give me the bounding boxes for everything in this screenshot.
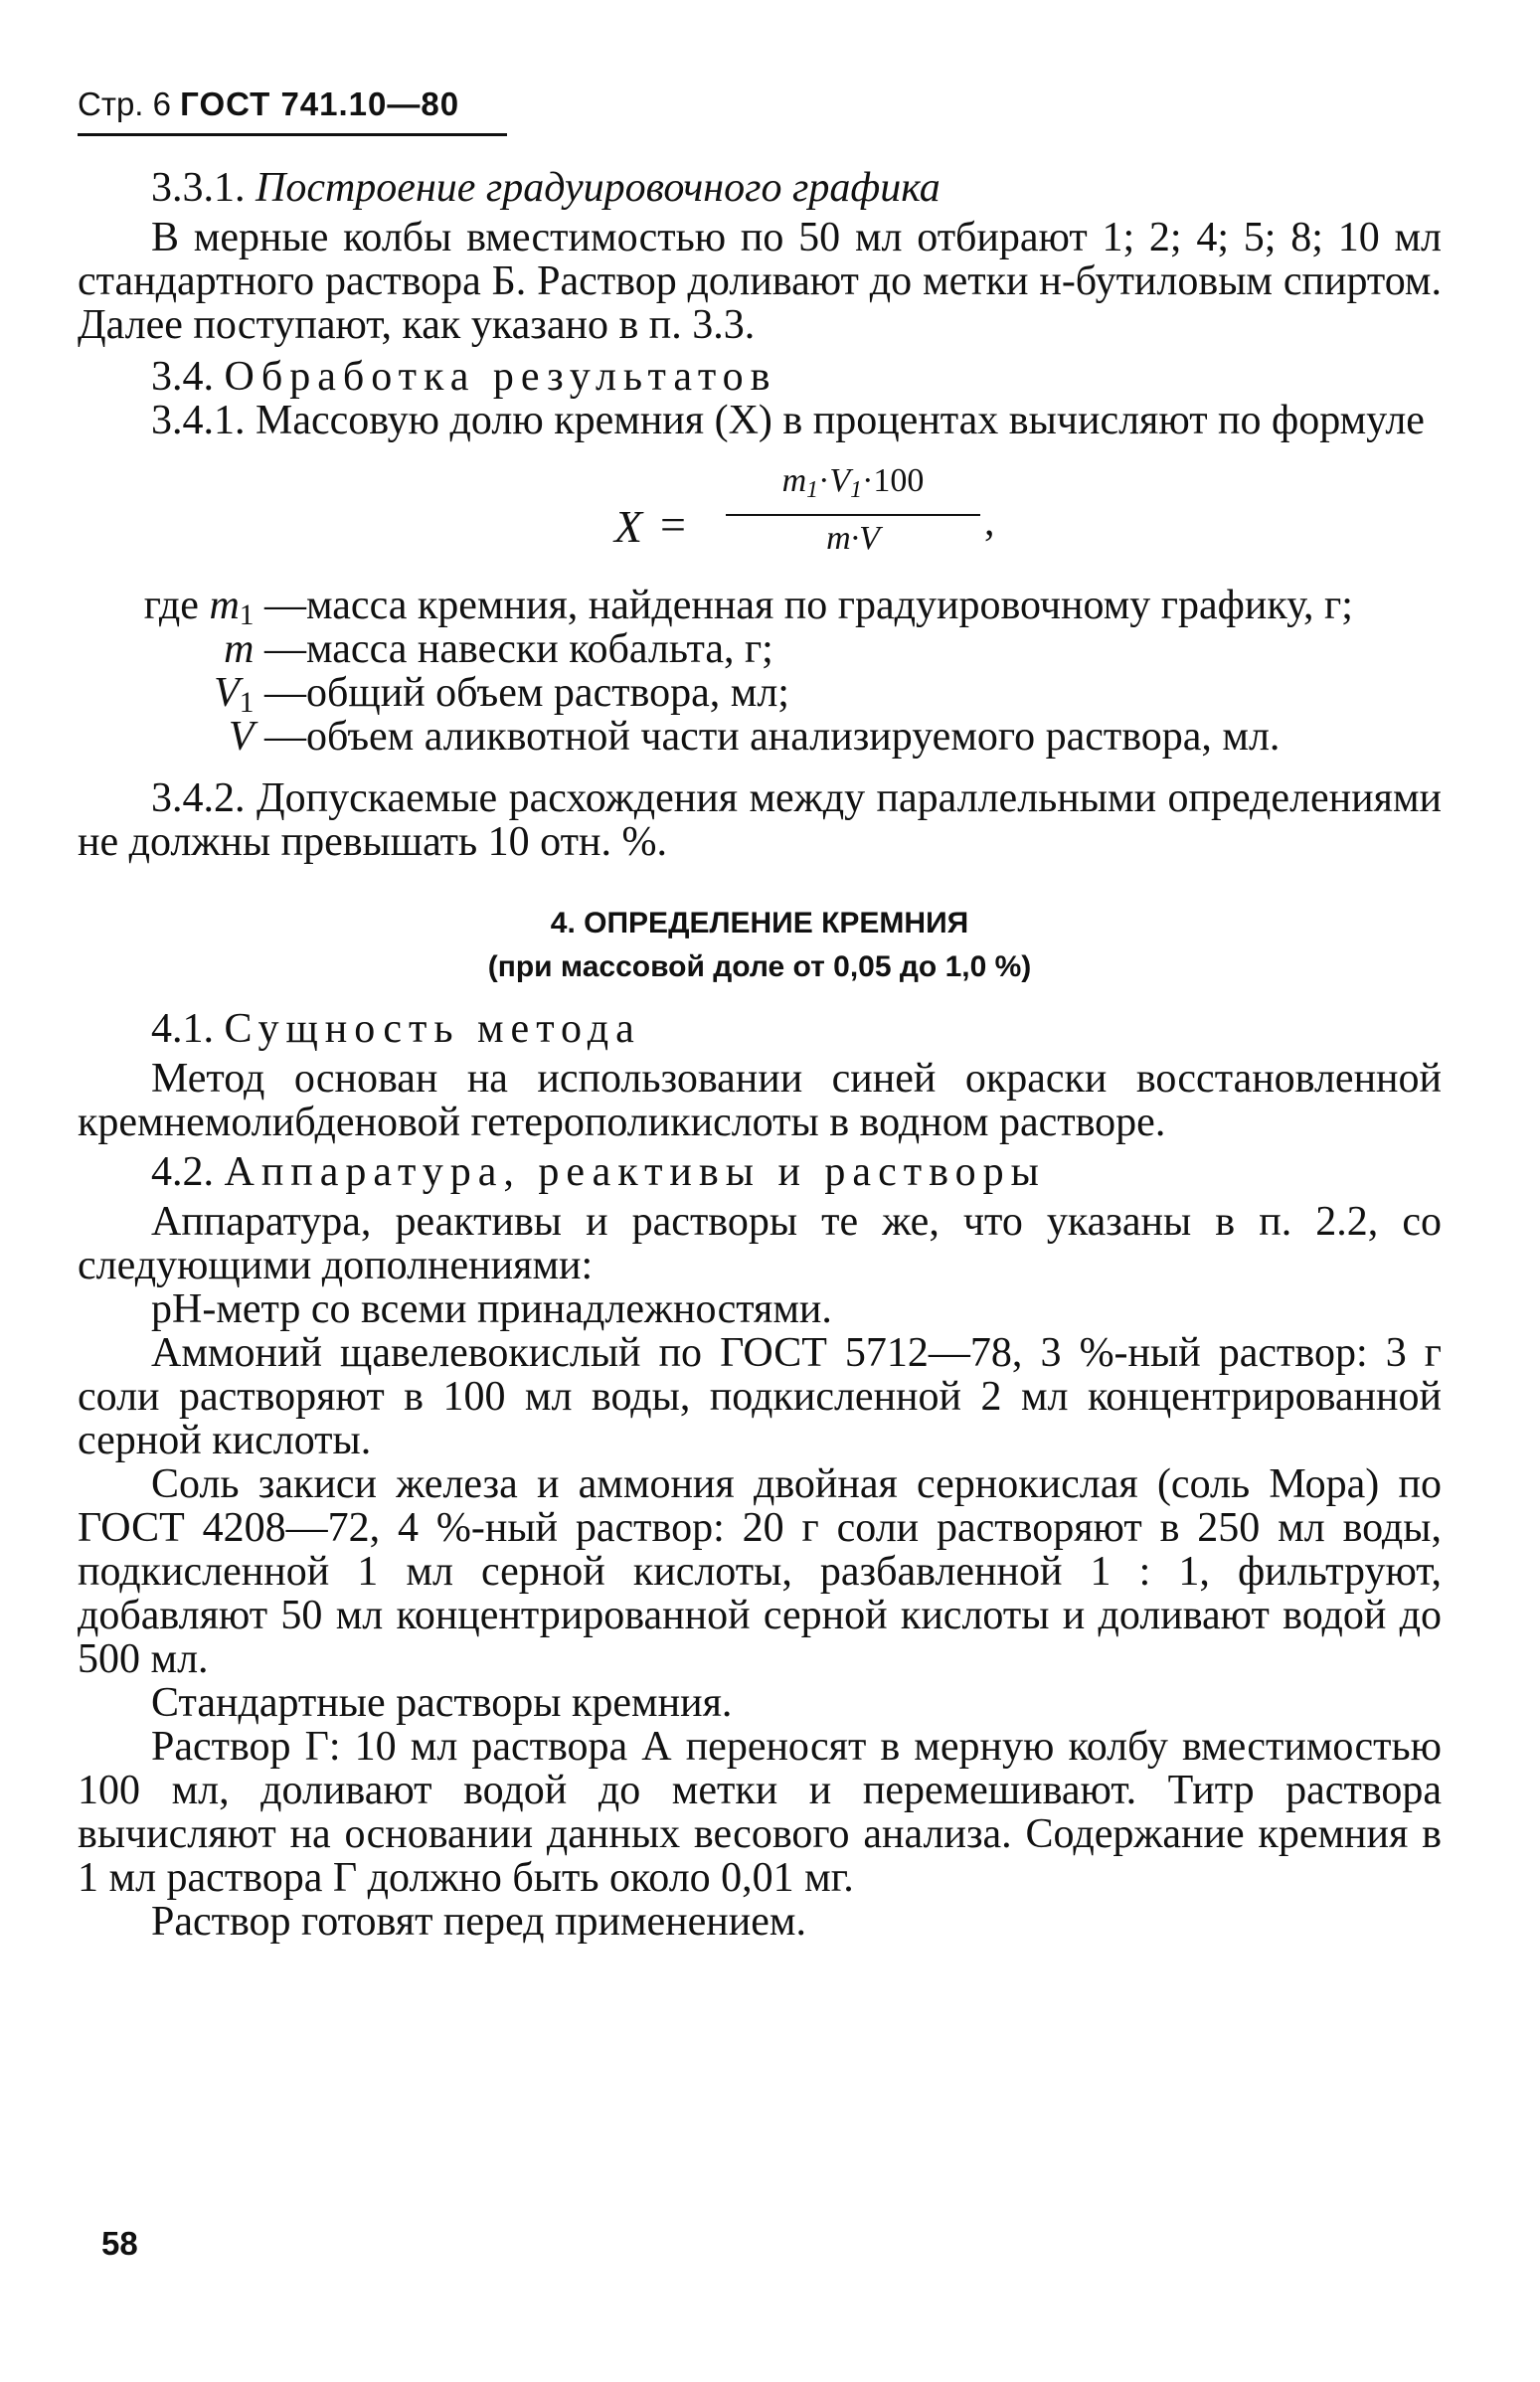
section-number: 4.2. xyxy=(151,1149,214,1195)
section-number: 4.1. xyxy=(151,1006,214,1052)
folio-page-number: 58 xyxy=(101,2225,138,2262)
dot: · xyxy=(818,462,830,499)
definition-symbol xyxy=(78,670,306,719)
standard-code: ГОСТ 741.10—80 xyxy=(180,85,460,122)
formula-lhs: X xyxy=(614,501,643,552)
section-3-4-heading xyxy=(78,355,1442,399)
var-v: V xyxy=(829,462,851,499)
dot: · xyxy=(862,462,874,499)
fraction-bar xyxy=(726,514,980,516)
symbol: V xyxy=(214,670,240,716)
formula-equals: = xyxy=(660,499,686,550)
section-title: Сущность метода xyxy=(224,1006,641,1052)
definition-text: масса кремния, найденная по градуировочному графику, г; xyxy=(306,583,1353,628)
definition-symbol xyxy=(78,583,306,631)
definition-text: объем аликвотной части анализируемого раствора, мл. xyxy=(306,714,1281,760)
definition-symbol xyxy=(78,715,306,759)
symbol: m xyxy=(224,626,255,672)
definition-row xyxy=(78,715,1442,759)
definition-symbol xyxy=(78,627,306,671)
section-number: 3.3.1. xyxy=(151,165,246,211)
definition-text: масса навески кобальта, г; xyxy=(306,626,773,672)
section-4-title: 4. ОПРЕДЕЛЕНИЕ КРЕМНИЯ xyxy=(550,907,969,939)
section-title: Обработка результатов xyxy=(224,354,777,400)
var-m: m xyxy=(781,462,807,499)
section-4-2-paragraph: pH-метр со всеми принадлежностями. xyxy=(151,1286,832,1332)
section-title: Аппаратура, реактивы и растворы xyxy=(224,1149,1046,1195)
symbol-sub: 1 xyxy=(239,599,255,631)
section-4-1-text: Метод основан на использовании синей окраски восстановленной кремнемолибденовой гетерополикислоты в водном растворе. xyxy=(78,1056,1442,1145)
formula-denominator: m·V xyxy=(826,520,880,557)
definition-row xyxy=(78,627,1442,671)
section-4-1-heading xyxy=(78,1007,1442,1051)
symbol: m xyxy=(209,583,240,628)
section-4-2-heading xyxy=(78,1150,1442,1194)
document-page xyxy=(78,82,1442,1944)
variable-definitions xyxy=(78,584,1442,759)
dash: — xyxy=(264,714,306,760)
section-3-4-1-text: 3.4.1. Массовую долю кремния (X) в процентах вычисляют по формуле xyxy=(151,398,1425,443)
section-3-3-1-text: В мерные колбы вместимостью по 50 мл отбирают 1; 2; 4; 5; 8; 10 мл стандартного раствора Б. Раствор доливают до метки н-бутиловым спиртом. Далее поступают, как указано в п. 3.3. xyxy=(78,215,1442,348)
symbol: V xyxy=(228,714,255,760)
section-3-3-1-heading xyxy=(78,166,1442,210)
symbol-sub: 1 xyxy=(239,687,255,719)
section-4-2-paragraph: Аммоний щавелевокислый по ГОСТ 5712—78, 3 %-ный раствор: 3 г соли растворяют в 100 мл воды, подкисленной 2 мл концентрированной серной кислоты. xyxy=(78,1330,1442,1463)
definition-text: общий объем раствора, мл; xyxy=(306,670,789,716)
page-number-label: Стр. 6 xyxy=(78,85,171,122)
definition-row xyxy=(78,583,1442,631)
section-3-4-2-text: 3.4.2. Допускаемые расхождения между параллельными определениями не должны превышать 10 отн. %. xyxy=(78,775,1442,865)
formula-numerator xyxy=(726,462,980,503)
section-4-subtitle: (при массовой доле от 0,05 до 1,0 %) xyxy=(487,950,1032,983)
hundred: 100 xyxy=(873,462,925,499)
section-4-2-paragraph: Соль закиси железа и аммония двойная сернокислая (соль Мора) по ГОСТ 4208—72, 4 %-ный раствор: 20 г соли растворяют в 250 мл воды, подкисленной 1 мл серной кислоты, разбавленной 1 : 1, фильтруют, добавляют 50 мл концентрированной серной кислоты и доливают водой до 500 мл. xyxy=(78,1461,1442,1682)
definition-lead: где xyxy=(143,583,199,628)
section-4-2-paragraph: Стандартные растворы кремния. xyxy=(151,1680,733,1726)
sub-1: 1 xyxy=(806,477,819,503)
definition-row xyxy=(78,670,1442,719)
dash: — xyxy=(264,583,306,628)
section-title: Построение градуировочного графика xyxy=(256,165,941,211)
section-4-2-paragraph: Раствор готовят перед применением. xyxy=(151,1899,806,1945)
section-number: 3.4. xyxy=(151,354,214,400)
formula-comma: , xyxy=(984,499,995,545)
section-4-2-paragraph: Аппаратура, реактивы и растворы те же, что указаны в п. 2.2, со следующими дополнениями: xyxy=(78,1199,1442,1288)
dash: — xyxy=(264,670,306,716)
dash: — xyxy=(264,626,306,672)
section-4-2-paragraph: Раствор Г: 10 мл раствора А переносят в мерную колбу вместимостью 100 мл, доливают водой до метки и перемешивают. Титр раствора вычисляют на основании данных весового анализа. Содержание кремния в 1 мл раствора Г должно быть около 0,01 мг. xyxy=(78,1724,1442,1901)
formula-block xyxy=(78,462,1442,572)
page-header xyxy=(78,82,1442,127)
sub-1: 1 xyxy=(850,477,863,503)
